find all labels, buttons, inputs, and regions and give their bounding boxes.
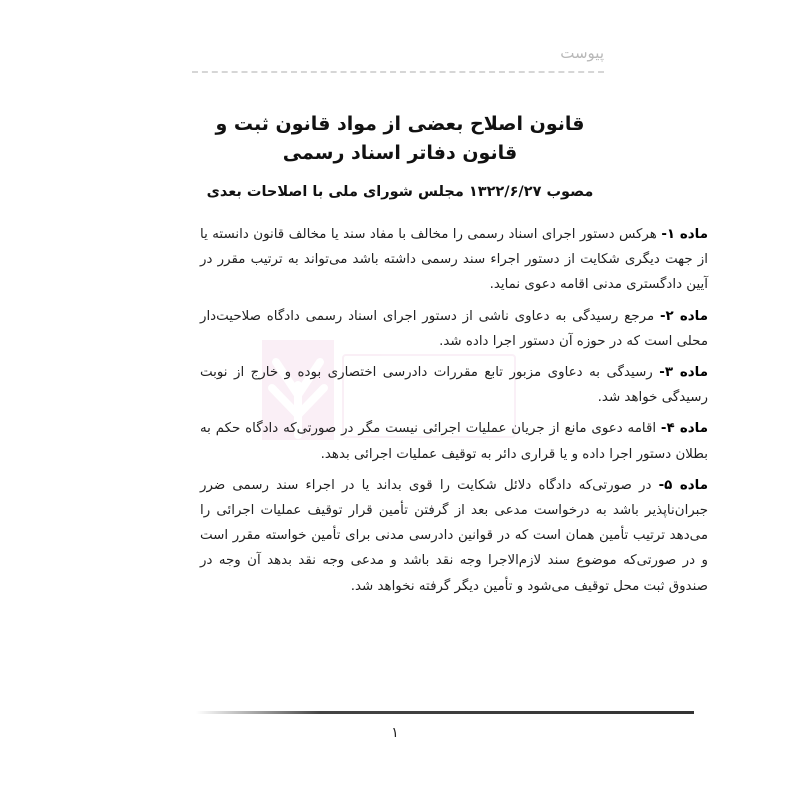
document-body bbox=[200, 222, 708, 605]
article-label: ماده ۲- bbox=[659, 308, 708, 324]
article-2 bbox=[200, 304, 708, 354]
article-3 bbox=[200, 360, 708, 410]
article-text: مرجع رسیدگی به دعاوی ناشی از دستور اجرای اسناد رسمی دادگاه صلاحیت‌دار محلی است که در حوزه آن دستور اجرا داده شد. bbox=[200, 308, 708, 349]
article-1 bbox=[200, 222, 708, 298]
article-4 bbox=[200, 416, 708, 466]
article-text: هرکس دستور اجرای اسناد رسمی را مخالف با مفاد سند یا مخالف قانون دانسته یا از جهت دیگری شکایت از دستور اجراء سند رسمی داشته باشد می‌تواند به ترتیب مقرر در آیین دادگستری مدنی اقامه دعوی نماید. bbox=[200, 227, 708, 293]
article-label: ماده ۵- bbox=[658, 477, 708, 493]
article-label: ماده ۳- bbox=[659, 365, 708, 381]
title-line-1: قانون اصلاح بعضی از مواد قانون ثبت و bbox=[215, 113, 585, 135]
article-text: اقامه دعوی مانع از جریان عملیات اجرائی نیست مگر در صورتی‌که دادگاه حکم به بطلان دستور اجرا داده و یا قراری دائر به توقیف عملیات اجرائی بدهد. bbox=[200, 421, 708, 462]
article-label: ماده ۴- bbox=[660, 421, 708, 437]
article-label: ماده ۱- bbox=[661, 227, 708, 242]
running-header: پیوست bbox=[560, 44, 604, 62]
article-text: رسیدگی به دعاوی مزبور تابع مقررات دادرسی اختصاری بوده و خارج از نوبت رسیدگی خواهد شد. bbox=[200, 365, 708, 406]
document-title bbox=[190, 110, 610, 168]
title-line-2: قانون دفاتر اسناد رسمی bbox=[282, 142, 518, 164]
document-subtitle: مصوب ۱۳۲۲/۶/۲۷ مجلس شورای ملی با اصلاحات بعدی bbox=[206, 184, 594, 200]
article-5 bbox=[200, 473, 708, 599]
footer-rule bbox=[196, 711, 694, 714]
article-text: در صورتی‌که دادگاه دلائل شکایت را قوی بداند یا در اجراء سند رسمی ضرر جبران‌ناپذیر باشد به درخواست مدعی بعد از گرفتن تأمین قرار توقیف عملیات اجرائی را می‌دهد ترتیب تأمین همان است که در قوانین دادرسی مدنی برای تأمین خواسته مقرر است و در صورتی‌که موضوع سند لازم‌الاجرا وجه نقد باشد و مدعی وجه نقد بدهد آن وجه در صندوق ثبت محل توقیف می‌شود و تأمین دیگر گرفته نخواهد شد. bbox=[200, 477, 708, 594]
header-dashed-rule bbox=[192, 71, 604, 73]
page-number: ۱ bbox=[391, 725, 399, 741]
